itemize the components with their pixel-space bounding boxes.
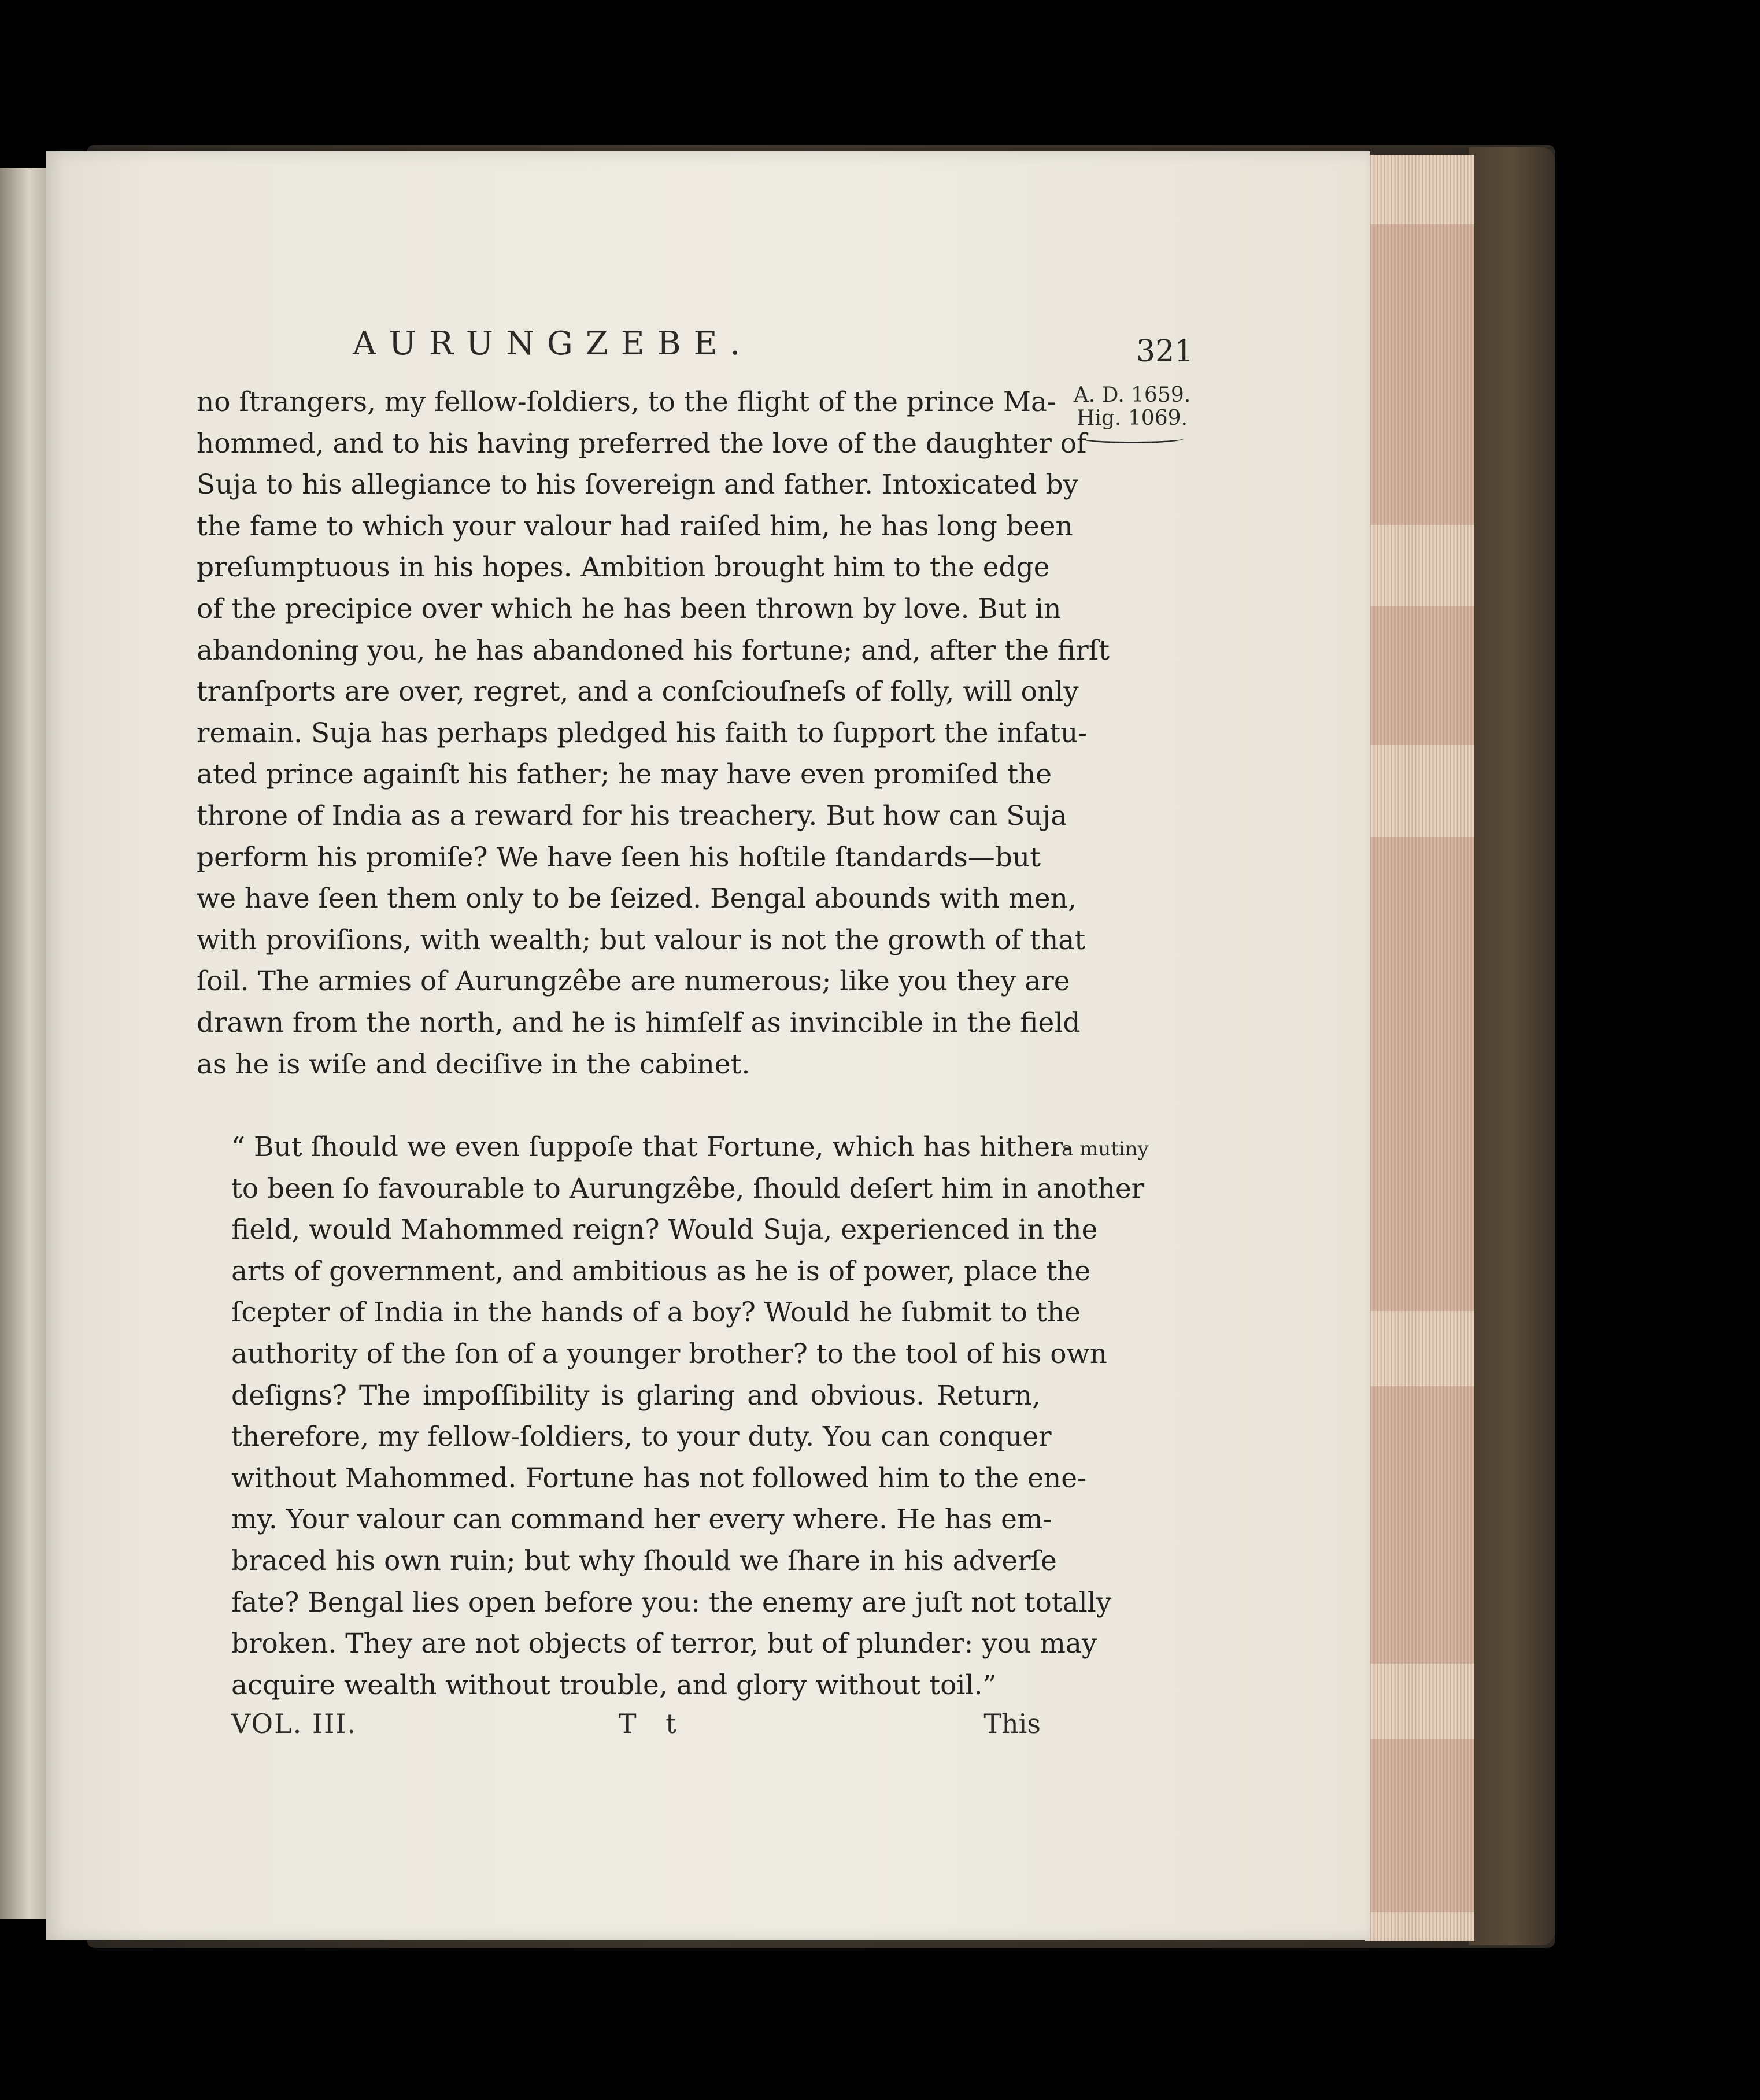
text-line: preſumptuous in his hopes. Ambition brought him to the edge (197, 551, 1050, 584)
text-line: perform his promiſe? We have ſeen his hoſtile ſtandards—but (197, 841, 1041, 873)
text-line: braced his own ruin; but why ſhould we ſhare in his adverſe (231, 1545, 1057, 1577)
margin-brace (1080, 434, 1184, 443)
page-edges (1365, 155, 1474, 1941)
text-line: field, would Mahommed reign? Would Suja, experienced in the (231, 1214, 1098, 1246)
page-number: 321 (1136, 334, 1194, 369)
text-line: drawn from the north, and he is himſelf as invincible in the field (197, 1006, 1081, 1039)
text-line: arts of government, and ambitious as he is of power, place the (231, 1255, 1091, 1287)
page-footer (231, 1708, 1041, 1749)
paragraph-1 (197, 382, 1110, 1085)
facing-page-edge (0, 168, 49, 1919)
text-line: the fame to which your valour had raiſed him, he has long been (197, 510, 1073, 542)
running-head: AURUNGZEBE. (353, 325, 753, 362)
text-line: we have ſeen them only to be ſeized. Bengal abounds with men, (197, 883, 1077, 915)
text-line: ſcepter of India in the hands of a boy? Would he ſubmit to the (231, 1297, 1081, 1329)
volume-label: VOL. III. (231, 1708, 357, 1739)
catchword: This (983, 1708, 1041, 1739)
margin-date-hig: Hig. 1069. (1077, 406, 1188, 430)
text-line: broken. They are not objects of terror, but of plunder: you may (231, 1628, 1097, 1660)
text-line: abandoning you, he has abandoned his fortune; and, after the firſt (197, 634, 1110, 666)
text-line: no ſtrangers, my fellow-ſoldiers, to the flight of the prince Ma- (197, 386, 1056, 418)
text-line: ated prince againſt his father; he may have even promiſed the (197, 758, 1052, 791)
text-line: my. Your valour can command her every where. He has em- (231, 1503, 1052, 1536)
text-line: hommed, and to his having preferred the love of the daughter of (197, 427, 1087, 460)
text-line: deſigns? The impoſſibility is glaring and obvious. Return, (231, 1379, 1041, 1412)
text-line: “ But ſhould we even ſuppoſe that Fortune, which has hither- (231, 1131, 1073, 1164)
margin-date-ad: A. D. 1659. (1073, 383, 1191, 407)
signature-mark: T t (619, 1708, 687, 1739)
text-line: of the precipice over which he has been thrown by love. But in (197, 592, 1062, 625)
text-line: ſoil. The armies of Aurungzêbe are numerous; like you they are (197, 965, 1070, 998)
text-line: with proviſions, with wealth; but valour is not the growth of that (197, 924, 1086, 956)
text-line: remain. Suja has perhaps pledged his faith to ſupport the infatu- (197, 717, 1088, 749)
text-line: to been ſo favourable to Aurungzêbe, ſhould deſert him in another (231, 1172, 1145, 1205)
text-line: Suja to his allegiance to his ſovereign and father. Intoxicated by (197, 469, 1079, 501)
text-line: acquire wealth without trouble, and glory without toil.” (231, 1669, 997, 1701)
book-cover-edge (1469, 147, 1555, 1945)
text-line: tranſports are over, regret, and a conſciouſneſs of folly, will only (197, 676, 1079, 708)
margin-mutiny-note: a mutiny (1062, 1138, 1149, 1161)
text-line: therefore, my fellow-ſoldiers, to your duty. You can conquer (231, 1421, 1052, 1453)
text-line: without Mahommed. Fortune has not followed him to the ene- (231, 1462, 1086, 1494)
text-line: fate? Bengal lies open before you: the enemy are juſt not totally (231, 1586, 1112, 1618)
text-line: authority of the ſon of a younger brother? to the tool of his own (231, 1338, 1108, 1371)
text-line: as he is wiſe and deciſive in the cabinet. (197, 1048, 750, 1080)
text-line: throne of India as a reward for his treachery. But how can Suja (197, 799, 1067, 832)
